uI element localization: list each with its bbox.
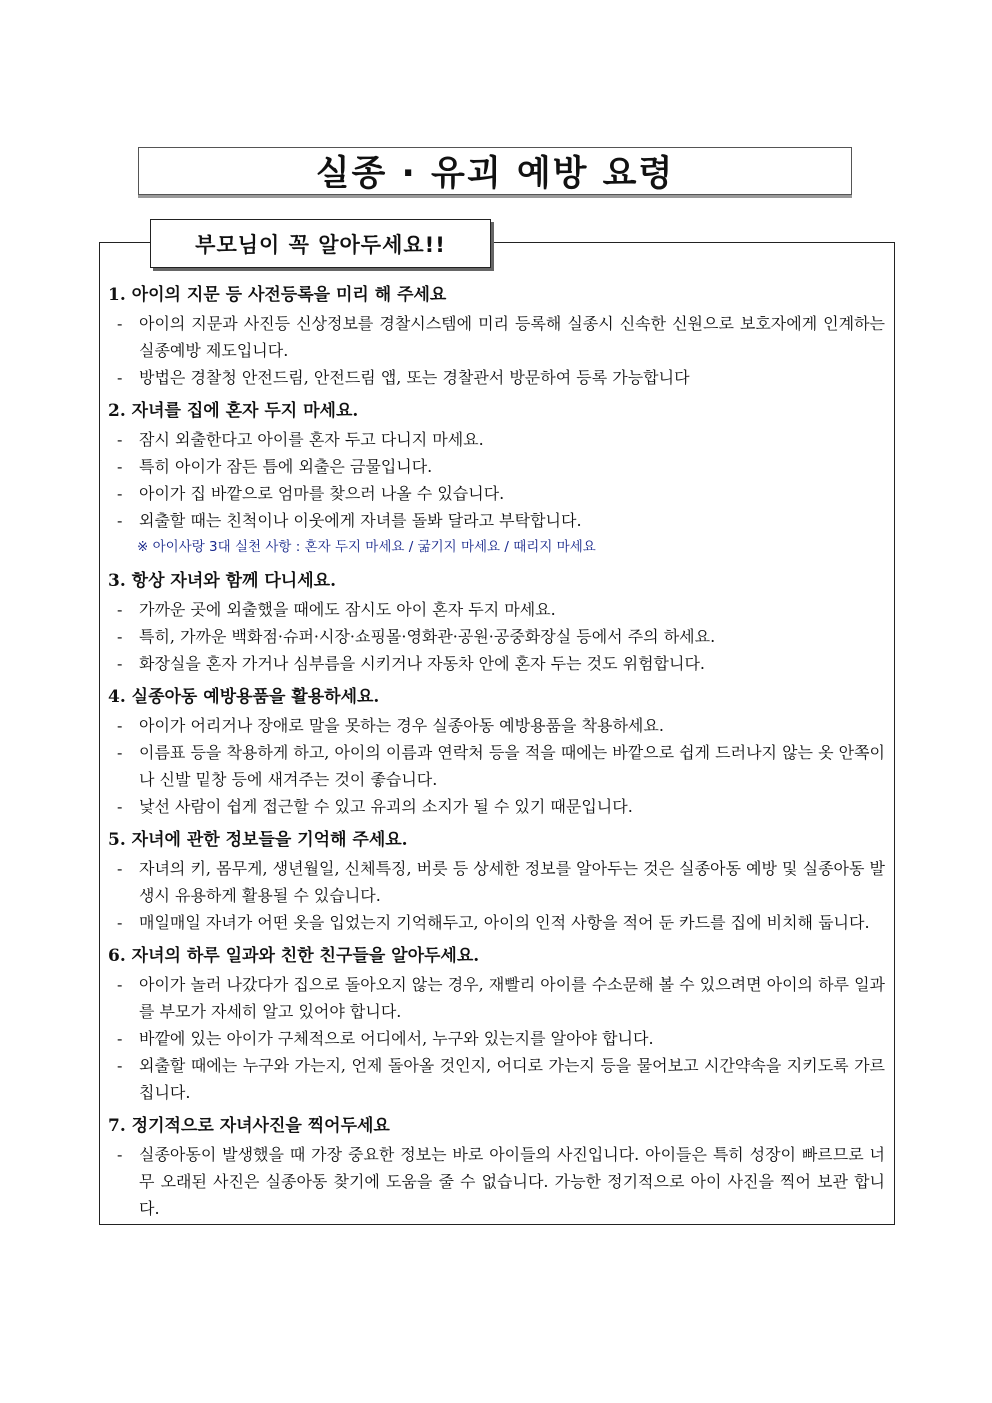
list-item: - 방법은 경찰청 안전드림, 안전드림 앱, 또는 경찰관서 방문하여 등록 가능합니다 bbox=[108, 364, 885, 391]
list-item-text: 매일매일 자녀가 어떤 옷을 입었는지 기억해두고, 아이의 인적 사항을 적어 둔 카드를 집에 비치해 둡니다. bbox=[139, 913, 870, 932]
list-item: - 특히 아이가 잠든 틈에 외출은 금물입니다. bbox=[108, 453, 885, 480]
list-item: - 아이가 놀러 나갔다가 집으로 돌아오지 않는 경우, 재빨리 아이를 수소문해 볼 수 있으려면 아이의 하루 일과를 부모가 자세히 알고 있어야 합니다. bbox=[108, 971, 885, 1025]
list-item: - 아이가 집 바깥으로 엄마를 찾으러 나올 수 있습니다. bbox=[108, 480, 885, 507]
list-item: - 화장실을 혼자 가거나 심부름을 시키거나 자동차 안에 혼자 두는 것도 위험합니다. bbox=[108, 650, 885, 677]
subtitle: 부모님이 꼭 알아두세요!! bbox=[195, 232, 446, 257]
list-item: - 낯선 사람이 쉽게 접근할 수 있고 유괴의 소지가 될 수 있기 때문입니다. bbox=[108, 793, 885, 820]
list-item-text: 잠시 외출한다고 아이를 혼자 두고 다니지 마세요. bbox=[139, 430, 484, 449]
list-item-text: 바깥에 있는 아이가 구체적으로 어디에서, 누구와 있는지를 알아야 합니다. bbox=[139, 1029, 654, 1048]
section-heading: 6. 자녀의 하루 일과와 친한 친구들을 알아두세요. bbox=[108, 946, 480, 966]
list-item-text: 방법은 경찰청 안전드림, 안전드림 앱, 또는 경찰관서 방문하여 등록 가능합니다 bbox=[139, 368, 690, 387]
note-text: ※ 아이사랑 3대 실천 사항 : 혼자 두지 마세요 / 굶기지 마세요 / 때리지 마세요 bbox=[137, 539, 596, 555]
list-item: - 아이가 어리거나 장애로 말을 못하는 경우 실종아동 예방용품을 착용하세요. bbox=[108, 712, 885, 739]
list-item-text: 외출할 때에는 누구와 가는지, 언제 돌아올 것인지, 어디로 가는지 등을 물어보고 시간약속을 지키도록 가르칩니다. bbox=[139, 1056, 885, 1102]
section-heading: 3. 항상 자녀와 함께 다니세요. bbox=[108, 571, 336, 591]
list-item: - 특히, 가까운 백화점·슈퍼·시장·쇼핑몰·영화관·공원·공중화장실 등에서 주의 하세요. bbox=[108, 623, 885, 650]
list-item-text: 가까운 곳에 외출했을 때에도 잠시도 아이 혼자 두지 마세요. bbox=[139, 600, 556, 619]
section-7 bbox=[108, 1112, 885, 1222]
section-heading: 1. 아이의 지문 등 사전등록을 미리 해 주세요 bbox=[108, 285, 447, 305]
list-item: - 바깥에 있는 아이가 구체적으로 어디에서, 누구와 있는지를 알아야 합니다. bbox=[108, 1025, 885, 1052]
list-item-text: 특히, 가까운 백화점·슈퍼·시장·쇼핑몰·영화관·공원·공중화장실 등에서 주의 하세요. bbox=[139, 627, 716, 646]
list-item-text: 실종아동이 발생했을 때 가장 중요한 정보는 바로 아이들의 사진입니다. 아이들은 특히 성장이 빠르므로 너무 오래된 사진은 실종아동 찾기에 도움을 줄 수 없습니다. 가능한 정기적으로 아이 사진을 찍어 보관 합니다. bbox=[139, 1145, 885, 1218]
page-title: 실종 · 유괴 예방 요령 bbox=[315, 154, 675, 194]
list-item: - 잠시 외출한다고 아이를 혼자 두고 다니지 마세요. bbox=[108, 426, 885, 453]
list-item: - 매일매일 자녀가 어떤 옷을 입었는지 기억해두고, 아이의 인적 사항을 적어 둔 카드를 집에 비치해 둡니다. bbox=[108, 909, 885, 936]
list-item: - 이름표 등을 착용하게 하고, 아이의 이름과 연락처 등을 적을 때에는 바깥으로 쉽게 드러나지 않는 옷 안쪽이나 신발 밑창 등에 새겨주는 것이 좋습니다. bbox=[108, 739, 885, 793]
section-3 bbox=[108, 567, 885, 677]
section-heading: 2. 자녀를 집에 혼자 두지 마세요. bbox=[108, 401, 359, 421]
section-6 bbox=[108, 942, 885, 1106]
list-item: - 자녀의 키, 몸무게, 생년월일, 신체특징, 버릇 등 상세한 정보를 알아두는 것은 실종아동 예방 및 실종아동 발생시 유용하게 활용될 수 있습니다. bbox=[108, 855, 885, 909]
list-item-text: 외출할 때는 친척이나 이웃에게 자녀를 돌봐 달라고 부탁합니다. bbox=[139, 511, 582, 530]
list-item-text: 아이가 어리거나 장애로 말을 못하는 경우 실종아동 예방용품을 착용하세요. bbox=[139, 716, 664, 735]
list-item-text: 아이의 지문과 사진등 신상정보를 경찰시스템에 미리 등록해 실종시 신속한 신원으로 보호자에게 인계하는 실종예방 제도입니다. bbox=[139, 314, 885, 360]
section-heading: 7. 정기적으로 자녀사진을 찍어두세요 bbox=[108, 1116, 390, 1136]
title-box bbox=[138, 147, 852, 195]
subtitle-box bbox=[150, 219, 491, 268]
list-item-text: 자녀의 키, 몸무게, 생년월일, 신체특징, 버릇 등 상세한 정보를 알아두는 것은 실종아동 예방 및 실종아동 발생시 유용하게 활용될 수 있습니다. bbox=[139, 859, 885, 905]
list-item-text: 낯선 사람이 쉽게 접근할 수 있고 유괴의 소지가 될 수 있기 때문입니다. bbox=[139, 797, 633, 816]
list-item: - 외출할 때는 친척이나 이웃에게 자녀를 돌봐 달라고 부탁합니다. bbox=[108, 507, 885, 534]
section-5 bbox=[108, 826, 885, 936]
list-item: - 가까운 곳에 외출했을 때에도 잠시도 아이 혼자 두지 마세요. bbox=[108, 596, 885, 623]
list-item-text: 아이가 놀러 나갔다가 집으로 돌아오지 않는 경우, 재빨리 아이를 수소문해 볼 수 있으려면 아이의 하루 일과를 부모가 자세히 알고 있어야 합니다. bbox=[139, 975, 885, 1021]
list-item-text: 이름표 등을 착용하게 하고, 아이의 이름과 연락처 등을 적을 때에는 바깥으로 쉽게 드러나지 않는 옷 안쪽이나 신발 밑창 등에 새겨주는 것이 좋습니다. bbox=[139, 743, 885, 789]
list-item: - 아이의 지문과 사진등 신상정보를 경찰시스템에 미리 등록해 실종시 신속한 신원으로 보호자에게 인계하는 실종예방 제도입니다. bbox=[108, 310, 885, 364]
section-2 bbox=[108, 397, 885, 561]
list-item-text: 아이가 집 바깥으로 엄마를 찾으러 나올 수 있습니다. bbox=[139, 484, 505, 503]
section-4 bbox=[108, 683, 885, 820]
list-item-text: 화장실을 혼자 가거나 심부름을 시키거나 자동차 안에 혼자 두는 것도 위험합니다. bbox=[139, 654, 705, 673]
list-item: - 실종아동이 발생했을 때 가장 중요한 정보는 바로 아이들의 사진입니다. 아이들은 특히 성장이 빠르므로 너무 오래된 사진은 실종아동 찾기에 도움을 줄 수 없습니다. 가능한 정기적으로 아이 사진을 찍어 보관 합니다. bbox=[108, 1141, 885, 1222]
list-item-text: 특히 아이가 잠든 틈에 외출은 금물입니다. bbox=[139, 457, 433, 476]
section-heading: 4. 실종아동 예방용품을 활용하세요. bbox=[108, 687, 380, 707]
section-1 bbox=[108, 281, 885, 391]
section-heading: 5. 자녀에 관한 정보들을 기억해 주세요. bbox=[108, 830, 408, 850]
list-item: - 외출할 때에는 누구와 가는지, 언제 돌아올 것인지, 어디로 가는지 등을 물어보고 시간약속을 지키도록 가르칩니다. bbox=[108, 1052, 885, 1106]
section-list bbox=[108, 281, 885, 1228]
